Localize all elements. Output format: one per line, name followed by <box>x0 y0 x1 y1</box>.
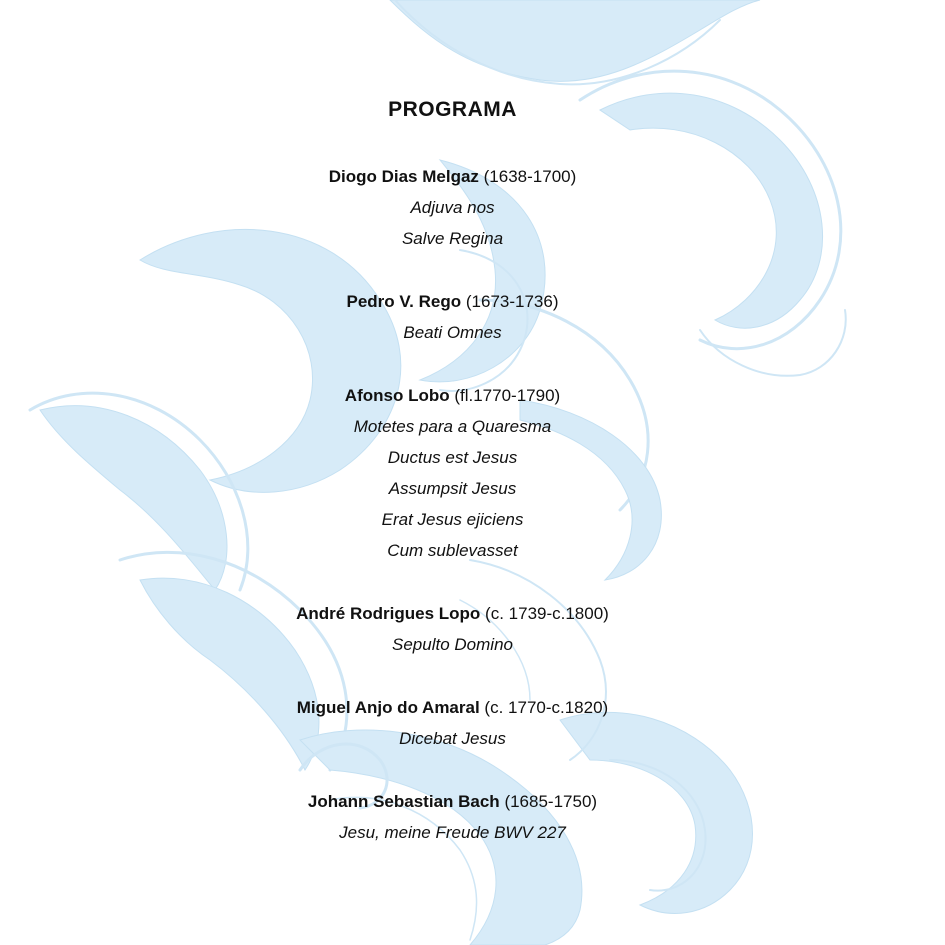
work-title: Jesu, meine Freude BWV 227 <box>339 823 566 842</box>
composer-name: Pedro V. Rego <box>346 292 462 311</box>
work-title: Ductus est Jesus <box>387 448 518 467</box>
work-title: Salve Regina <box>401 229 504 248</box>
work-title: Assumpsit Jesus <box>388 479 517 498</box>
work-title: Erat Jesus ejiciens <box>381 510 524 529</box>
composer-line <box>0 603 905 625</box>
composer-line <box>0 385 905 407</box>
composer-dates: (c. 1739-c.1800) <box>485 604 609 623</box>
composer-dates: (fl.1770-1790) <box>454 386 561 405</box>
composer-line <box>0 697 905 719</box>
page-title: PROGRAMA <box>388 98 517 121</box>
composer-name: Miguel Anjo do Amaral <box>296 698 480 717</box>
composer-line <box>0 166 905 188</box>
work-title: Adjuva nos <box>410 198 495 217</box>
composer-dates: (1638-1700) <box>483 167 577 186</box>
composer-name: Diogo Dias Melgaz <box>328 167 479 186</box>
work-title: Cum sublevasset <box>387 541 518 560</box>
work-title: Dicebat Jesus <box>399 729 506 748</box>
work-title: Beati Omnes <box>403 323 502 342</box>
composer-name: André Rodrigues Lopo <box>296 604 481 623</box>
composer-dates: (1685-1750) <box>504 792 598 811</box>
composer-name: Johann Sebastian Bach <box>307 792 500 811</box>
composer-name: Afonso Lobo <box>344 386 450 405</box>
work-title: Motetes para a Quaresma <box>353 417 552 436</box>
composer-line <box>0 291 905 313</box>
composer-line <box>0 791 905 813</box>
composer-dates: (c. 1770-c.1820) <box>484 698 609 717</box>
composer-dates: (1673-1736) <box>465 292 559 311</box>
work-title: Sepulto Domino <box>392 635 513 654</box>
